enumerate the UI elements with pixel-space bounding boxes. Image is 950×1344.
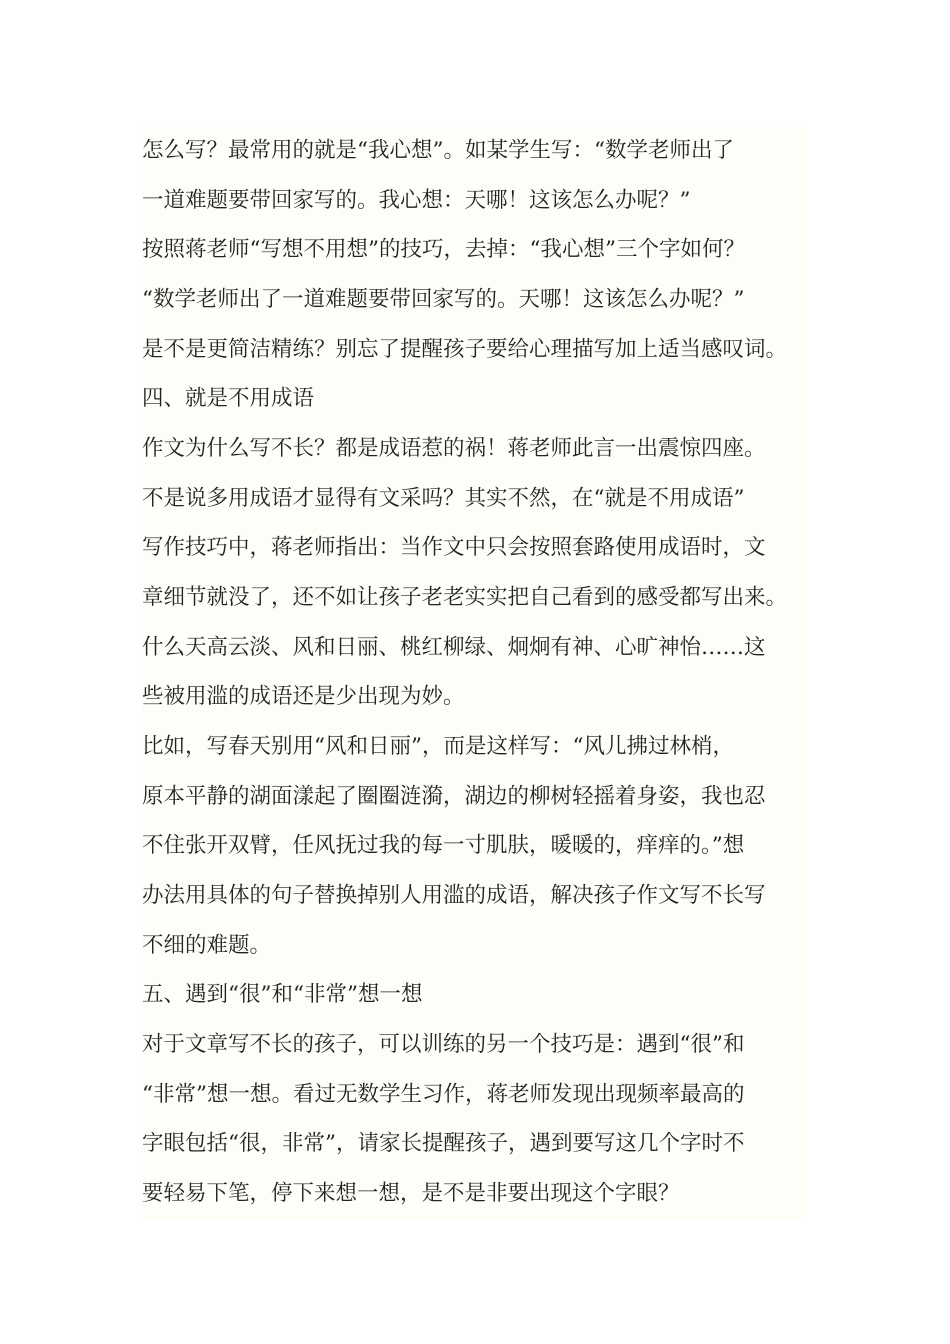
text-line: 对于文章写不长的孩子，可以训练的另一个技巧是：遇到“很”和 xyxy=(142,1032,745,1057)
text-line: 是不是更简洁精练？别忘了提醒孩子要给心理描写加上适当感叹词。 xyxy=(142,337,788,362)
section-heading: 四、就是不用成语 xyxy=(142,386,315,411)
text-line: 不细的难题。 xyxy=(142,933,272,958)
text-line: 办法用具体的句子替换掉别人用滥的成语，解决孩子作文写不长写 xyxy=(142,883,766,908)
text-line: “数学老师出了一道难题要带回家写的。天哪！这该怎么办呢？” xyxy=(142,287,745,312)
text-line: 比如，写春天别用“风和日丽”，而是这样写：“风儿拂过林梢， xyxy=(142,734,734,759)
text-line: 怎么写？最常用的就是“我心想”。如某学生写：“数学老师出了 xyxy=(142,138,734,163)
text-line: 按照蒋老师“写想不用想”的技巧，去掉：“我心想”三个字如何？ xyxy=(142,237,745,262)
text-line: 些被用滥的成语还是少出现为妙。 xyxy=(142,684,465,709)
text-line: 章细节就没了，还不如让孩子老老实实把自己看到的感受都写出来。 xyxy=(142,585,788,610)
text-line: 字眼包括“很，非常”，请家长提醒孩子，遇到要写这几个字时不 xyxy=(142,1131,745,1156)
text-line: “非常”想一想。看过无数学生习作，蒋老师发现出现频率最高的 xyxy=(142,1082,745,1107)
text-line: 不住张开双臂，任风抚过我的每一寸肌肤，暖暖的，痒痒的。”想 xyxy=(142,833,745,858)
text-line: 作文为什么写不长？都是成语惹的祸！蒋老师此言一出震惊四座。 xyxy=(142,436,766,461)
text-line: 一道难题要带回家写的。我心想：天哪！这该怎么办呢？” xyxy=(142,188,691,213)
text-line: 什么天高云淡、风和日丽、桃红柳绿、炯炯有神、心旷神怡……这 xyxy=(142,635,766,660)
document-text-block xyxy=(142,126,806,1220)
text-line: 要轻易下笔，停下来想一想，是不是非要出现这个字眼？ xyxy=(142,1181,680,1206)
text-line: 写作技巧中，蒋老师指出：当作文中只会按照套路使用成语时，文 xyxy=(142,535,766,560)
text-line: 原本平静的湖面漾起了圈圈涟漪，湖边的柳树轻摇着身姿，我也忍 xyxy=(142,784,766,809)
text-line: 不是说多用成语才显得有文采吗？其实不然，在“就是不用成语” xyxy=(142,486,745,511)
section-heading: 五、遇到“很”和“非常”想一想 xyxy=(142,982,423,1007)
